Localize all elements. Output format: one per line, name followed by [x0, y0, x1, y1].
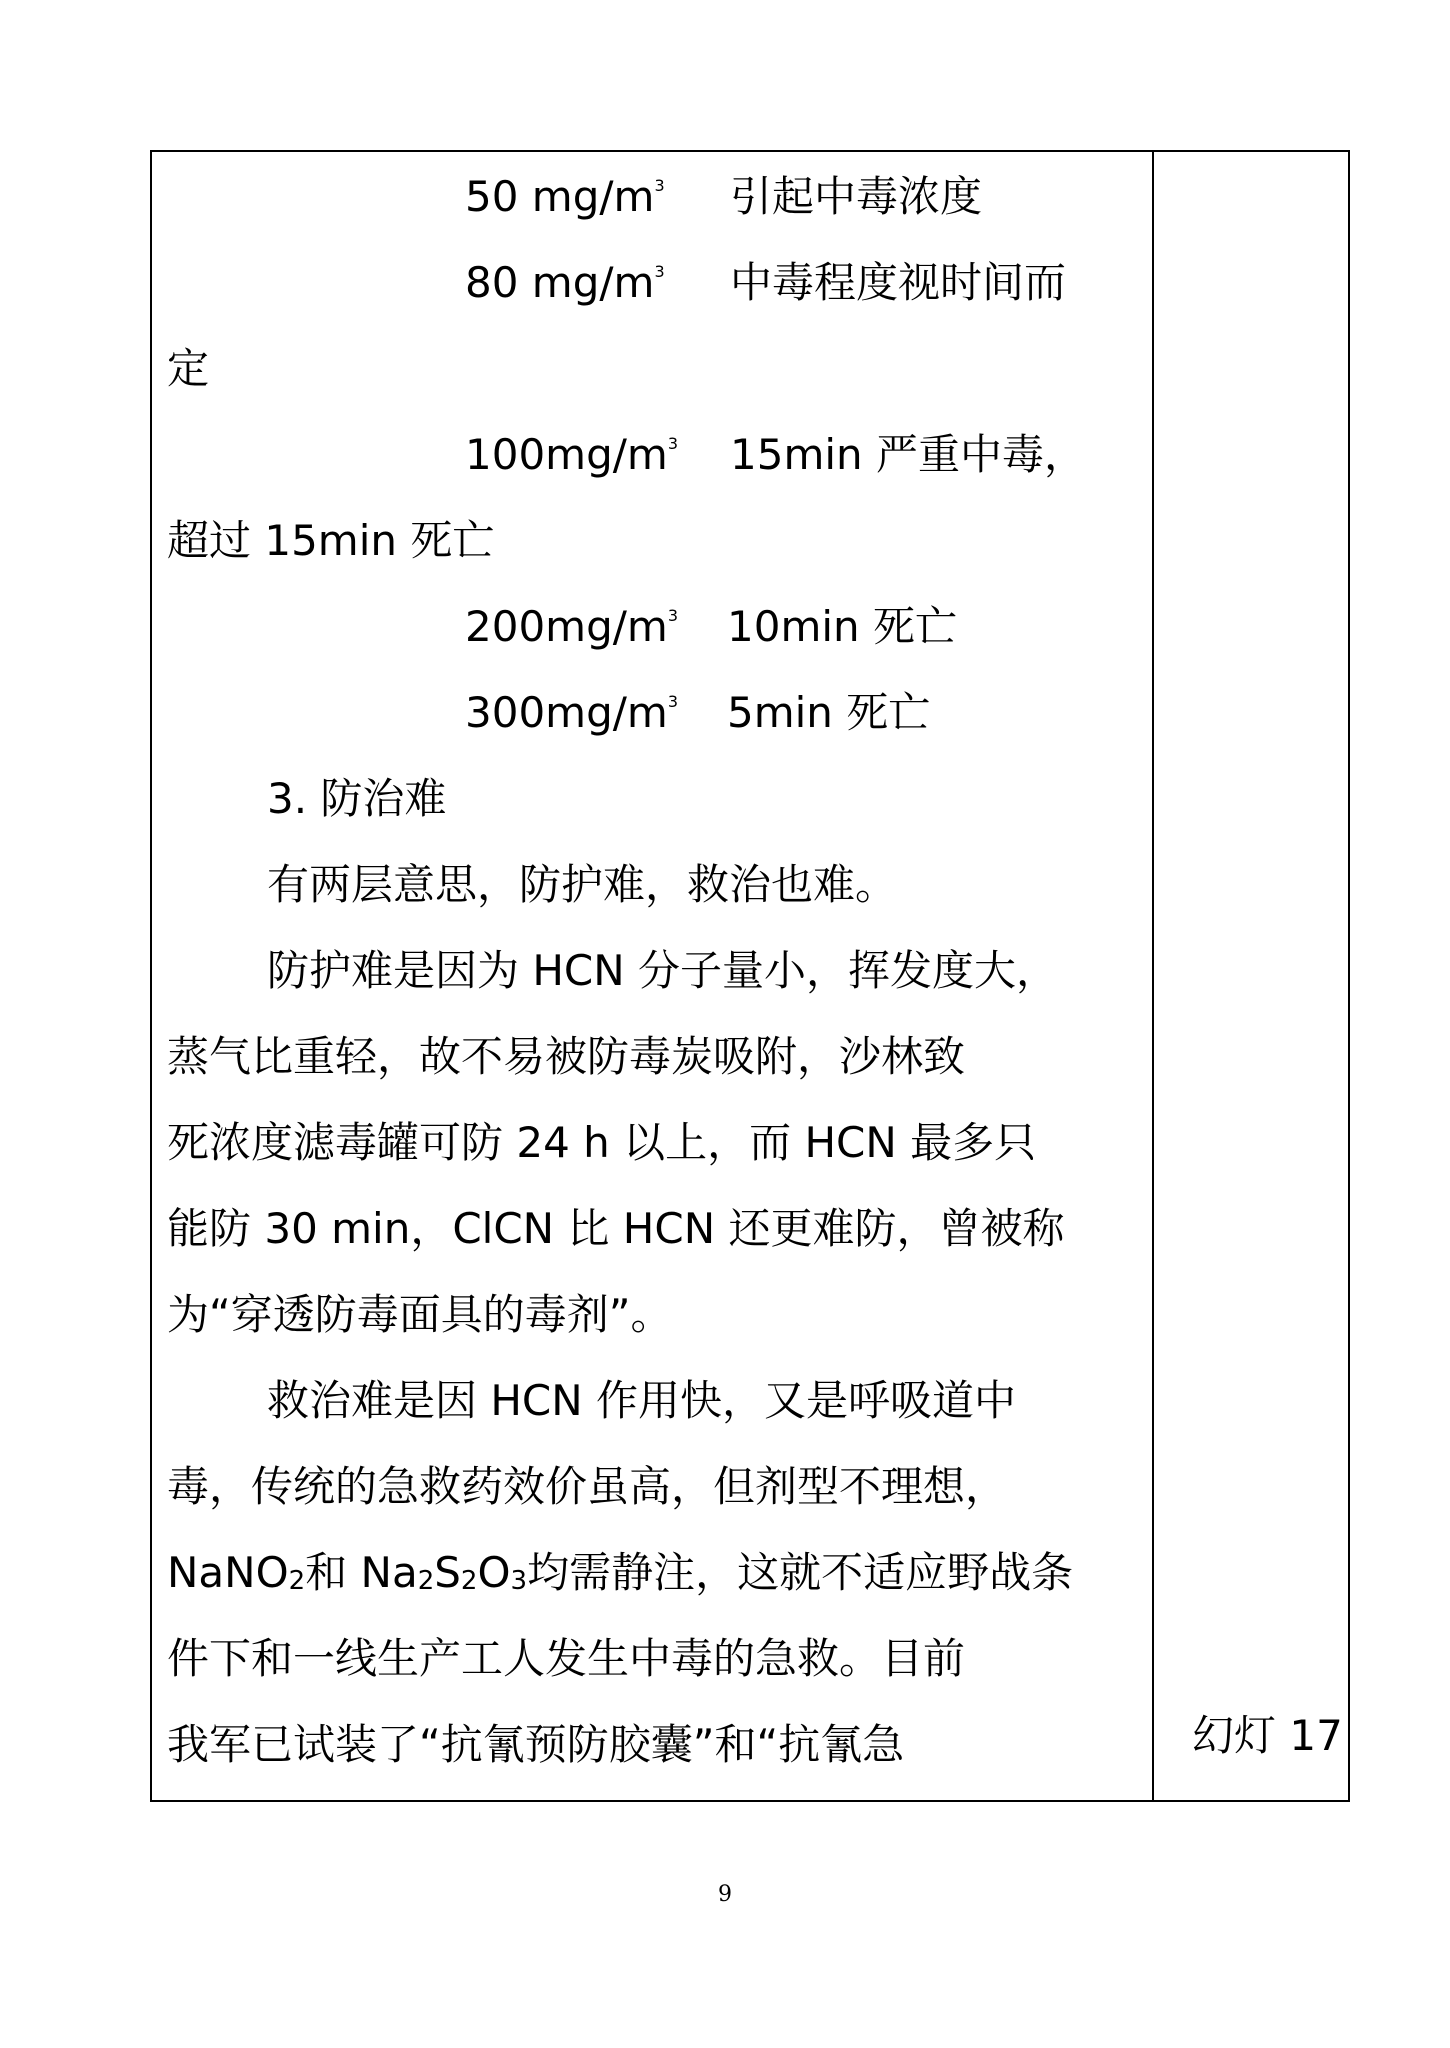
- content-table: [150, 150, 1350, 1802]
- unit-exponent: 3: [667, 692, 678, 711]
- concentration-value: [465, 430, 678, 479]
- concentration-description: 中毒程度视时间而: [730, 258, 1067, 307]
- concentration-value: [465, 602, 678, 651]
- wrapped-text: 定: [167, 344, 210, 393]
- paragraph-line: 蒸气比重轻，故不易被防毒炭吸附，沙林致: [167, 1032, 966, 1081]
- section-heading: 3. 防治难: [267, 774, 447, 823]
- concentration-text: 50 mg/m: [465, 172, 655, 221]
- concentration-value: [465, 258, 665, 307]
- paragraph-line: 毒，传统的急救药效价虽高，但剂型不理想，: [167, 1462, 1008, 1511]
- slide-reference: 幻灯 17: [1192, 1711, 1343, 1760]
- formula-text: O: [477, 1548, 511, 1597]
- paragraph-line: 死浓度滤毒罐可防 24 h 以上，而 HCN 最多只: [167, 1118, 1037, 1167]
- paragraph-line: 件下和一线生产工人发生中毒的急救。目前: [167, 1634, 966, 1683]
- chemical-formula-line: [167, 1548, 1074, 1597]
- concentration-value: [465, 172, 665, 221]
- page-number: 9: [718, 1882, 732, 1907]
- concentration-description: 10min 死亡: [727, 602, 957, 651]
- formula-text: NaNO: [167, 1548, 289, 1597]
- paragraph-line: 我军已试装了“抗氰预防胶囊”和“抗氰急: [167, 1720, 905, 1769]
- paragraph-line: 为“穿透防毒面具的毒剂”。: [167, 1290, 673, 1339]
- paragraph-line: 防护难是因为 HCN 分子量小，挥发度大，: [267, 946, 1059, 995]
- unit-exponent: 3: [667, 606, 678, 625]
- paragraph-line: 有两层意思，防护难，救治也难。: [267, 860, 898, 909]
- formula-subscript: 2: [288, 1566, 306, 1596]
- formula-subscript: 2: [460, 1566, 478, 1596]
- formula-subscript: 3: [510, 1566, 528, 1596]
- concentration-description: 引起中毒浓度: [730, 172, 983, 221]
- formula-text: 均需静注，这就不适应野战条: [527, 1548, 1074, 1597]
- concentration-description: 5min 死亡: [727, 688, 931, 737]
- concentration-text: 300mg/m: [465, 688, 668, 737]
- unit-exponent: 3: [654, 176, 665, 195]
- unit-exponent: 3: [654, 262, 665, 281]
- wrapped-text: 超过 15min 死亡: [167, 516, 495, 565]
- concentration-text: 100mg/m: [465, 430, 668, 479]
- concentration-description: 15min 严重中毒，: [730, 430, 1086, 479]
- paragraph-line: 救治难是因 HCN 作用快，又是呼吸道中: [267, 1376, 1017, 1425]
- concentration-text: 80 mg/m: [465, 258, 655, 307]
- unit-exponent: 3: [667, 434, 678, 453]
- formula-text: S: [434, 1548, 461, 1597]
- column-divider: [1152, 152, 1154, 1800]
- formula-text: 和 Na: [305, 1548, 418, 1597]
- concentration-value: [465, 688, 678, 737]
- formula-subscript: 2: [417, 1566, 435, 1596]
- paragraph-line: 能防 30 min，ClCN 比 HCN 还更难防，曾被称: [167, 1204, 1065, 1253]
- concentration-text: 200mg/m: [465, 602, 668, 651]
